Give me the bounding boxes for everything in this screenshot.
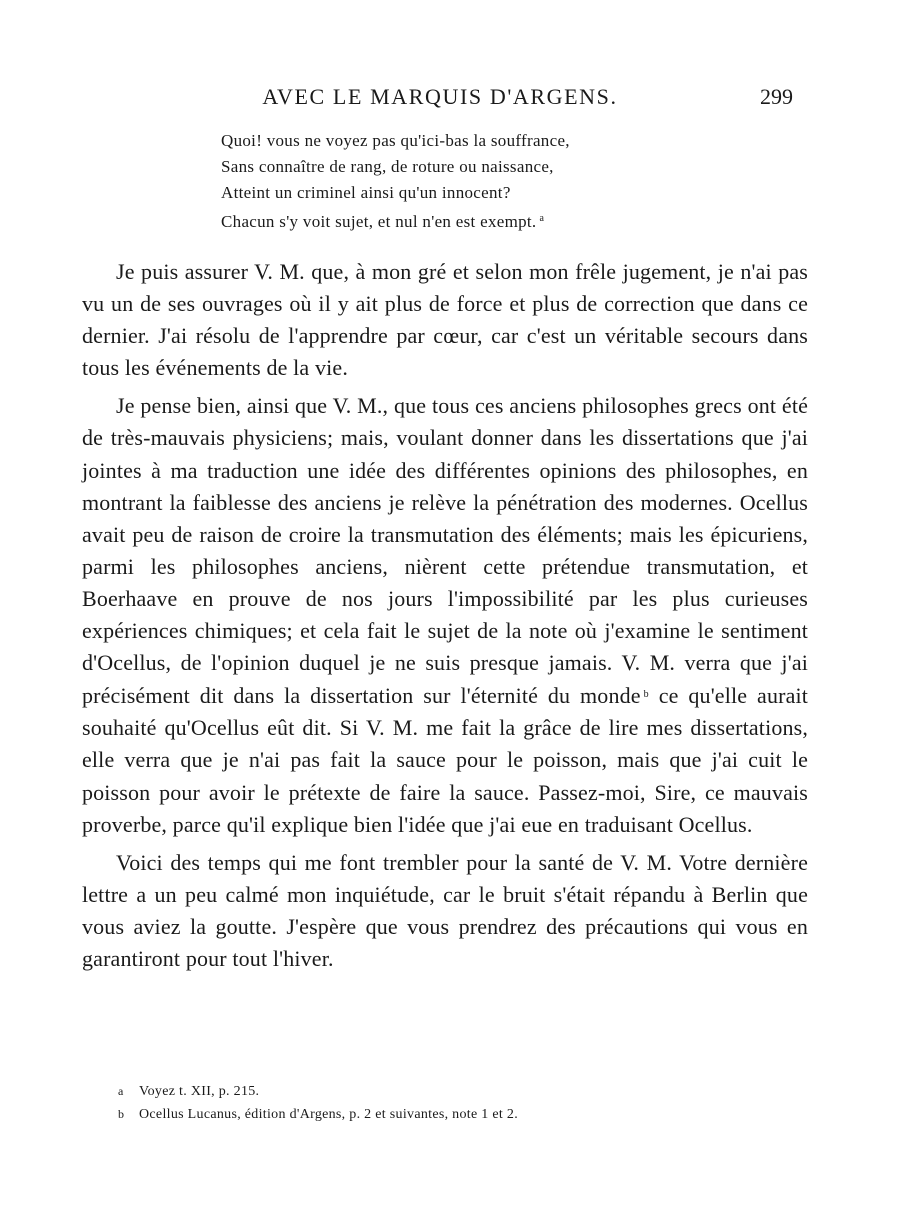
paragraph-2 <box>82 390 808 840</box>
footnote-text: Voyez t. XII, p. 215. <box>139 1084 260 1099</box>
verse-line: Atteint un criminel ainsi qu'un innocent? <box>221 183 511 202</box>
page-number: 299 <box>760 84 793 109</box>
footnote-label: b <box>118 1107 125 1121</box>
paragraph-2-text-b: ce qu'elle aurait souhaité qu'Ocellus eût dit. Si V. M. me fait la grâce de lire mes dissertations, elle verra que je n'ai pas fait la sauce pour le poisson, mais que j'ai cuit le poisson pour avoir le prétexte de faire la sauce. Passez-moi, Sire, ce mauvais proverbe, parce qu'il explique bien l'idée que j'ai eue en traduisant Ocellus. <box>82 683 809 837</box>
footnote-ref-a: a <box>539 213 545 224</box>
footnote-a <box>118 1080 818 1103</box>
footnote-b <box>118 1103 818 1126</box>
verse-line: Quoi! vous ne voyez pas qu'ici-bas la souffrance, <box>221 131 570 150</box>
paragraph-3: Voici des temps qui me font trembler pour la santé de V. M. Votre dernière lettre a un peu calmé mon inquiétude, car le bruit s'était répandu à Berlin que vous aviez la goutte. J'espère que vous prendrez des précautions qui vous en garantiront pour tout l'hiver. <box>82 849 808 971</box>
verse-line: Sans connaître de rang, de roture ou naissance, <box>221 157 554 176</box>
running-title: AVEC LE MARQUIS D'ARGENS. <box>262 84 618 109</box>
verse-line-last <box>221 206 781 235</box>
footnote-label: a <box>118 1084 124 1098</box>
paragraph-1: Je puis assurer V. M. que, à mon gré et selon mon frêle jugement, je n'ai pas vu un de ses ouvrages où il y ait plus de force et plus de correction que dans ce dernier. J'ai résolu de l'apprendre par cœur, car c'est un véritable secours dans tous les événements de la vie. <box>82 259 808 381</box>
paragraph-2-text-a: Je pense bien, ainsi que V. M., que tous ces anciens philosophes grecs ont été de très-mauvais physiciens; mais, voulant donner dans les dissertations que j'ai jointes à ma traduction une idée des différentes opinions des philosophes, en montrant la faiblesse des anciens je relève la pénétration des modernes. Ocellus avait peu de raison de croire la transmutation des éléments; mais les épicuriens, parmi les philosophes anciens, nièrent cette prétendue transmutation, et Boerhaave en prouve de nos jours l'impossibilité par les plus curieuses expériences chimiques; et cela fait le sujet de la note où j'examine le sentiment d'Ocellus, de l'opinion duquel je ne suis presque jamais. V. M. verra que j'ai précisément dit dans la dissertation sur l'éternité du monde <box>82 393 808 709</box>
verse-quotation <box>221 128 781 235</box>
verse-line-text: Chacun s'y voit sujet, et nul n'en est exempt. <box>221 212 537 231</box>
footnote-ref-b: b <box>643 689 649 701</box>
footnotes <box>118 1080 818 1126</box>
footnote-text: Ocellus Lucanus, édition d'Argens, p. 2 et suivantes, note 1 et 2. <box>139 1107 518 1122</box>
letter-body <box>82 256 808 981</box>
running-head <box>0 84 900 114</box>
